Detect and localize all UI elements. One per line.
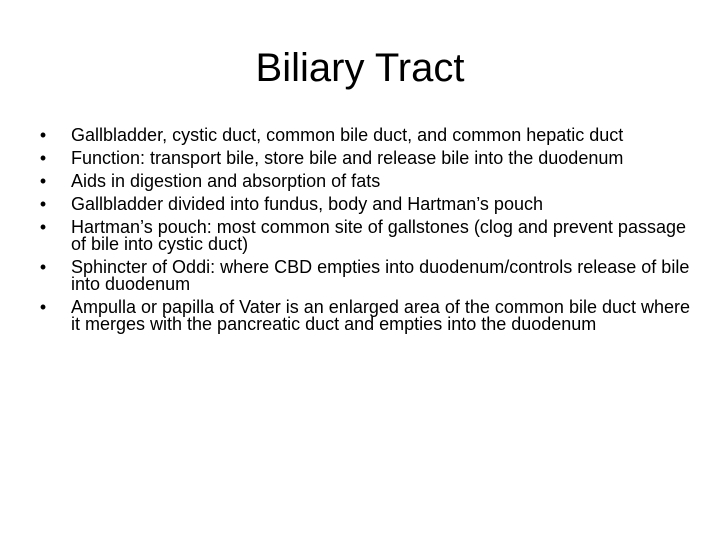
bullet-text: Gallbladder, cystic duct, common bile duct, and common hepatic duct [71, 125, 624, 145]
bullet-icon: • [39, 217, 47, 237]
slide-title: Biliary Tract [255, 46, 465, 90]
bullet-icon: • [39, 194, 47, 214]
bullet-text: Hartman’s pouch: most common site of gallstones (clog and prevent passage of bile into cystic duct) [71, 217, 686, 254]
bullet-text: Gallbladder divided into fundus, body and Hartman’s pouch [71, 194, 543, 214]
bullet-text: Function: transport bile, store bile and release bile into the duodenum [71, 148, 624, 168]
bullet-item-hartmans-pouch [36, 219, 696, 253]
bullet-item-gallbladder-parts [36, 196, 696, 213]
bullet-icon: • [39, 125, 47, 145]
bullet-text: Sphincter of Oddi: where CBD empties into duodenum/controls release of bile into duodenum [71, 257, 690, 294]
bullet-item-digestion [36, 173, 696, 190]
bullet-item-gallbladder-ducts [36, 127, 696, 144]
bullet-text: Aids in digestion and absorption of fats [71, 171, 381, 191]
bullet-icon: • [39, 257, 47, 277]
bullet-item-function [36, 150, 696, 167]
bullet-icon: • [39, 148, 47, 168]
bullet-text: Ampulla or papilla of Vater is an enlarged area of the common bile duct where it merges with the pancreatic duct and empties into the duodenum [71, 297, 691, 334]
bullet-item-sphincter-of-oddi [36, 259, 696, 293]
bullet-item-ampulla-of-vater [36, 299, 696, 333]
bullet-list [36, 127, 696, 339]
bullet-icon: • [39, 171, 47, 191]
bullet-icon: • [39, 297, 47, 317]
